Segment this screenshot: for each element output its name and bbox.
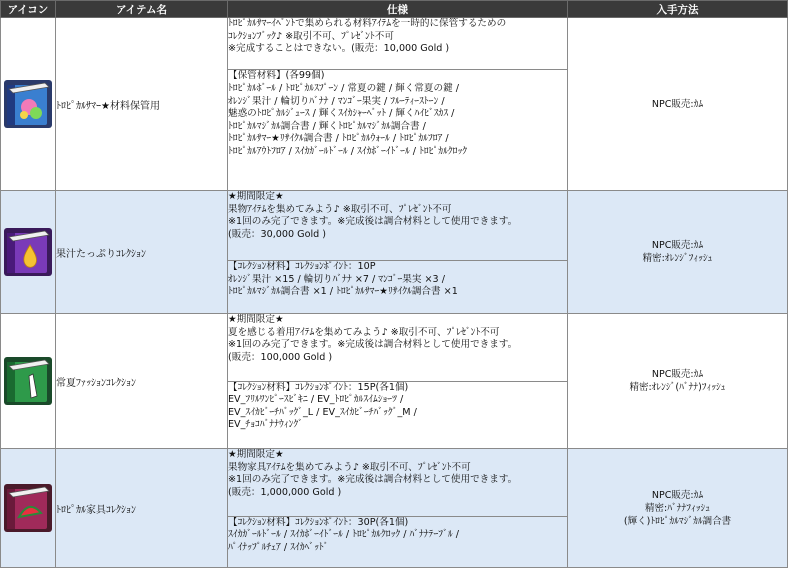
acquisition-cell bbox=[568, 18, 788, 191]
item-name: 常夏ﾌｧｯｼｮﾝｺﾚｸｼｮﾝ bbox=[56, 314, 228, 449]
acquisition-line: NPC販売:ｶﾑ bbox=[651, 240, 704, 251]
header-icon: アイコン bbox=[1, 1, 56, 18]
spec-line: 【ｺﾚｸｼｮﾝ材料】ｺﾚｸｼｮﾝﾎﾟｲﾝﾄ：10P bbox=[228, 261, 376, 273]
spec-materials bbox=[228, 516, 568, 567]
spec-line: ﾄﾛﾋﾟｶﾙﾏｼﾞｶﾙ調合書 / 輝くﾄﾛﾋﾟｶﾙﾏｼﾞｶﾙ調合書 / bbox=[228, 120, 426, 132]
book-juice-icon bbox=[3, 227, 53, 277]
spec-line: ﾊﾟｲﾅｯﾌﾟﾙﾁｪｱ / ｽｲｶﾍﾞｯﾄﾞ bbox=[228, 541, 329, 553]
spec-line: 果物ｱｲﾃﾑを集めてみよう♪ ※取引不可、ﾌﾟﾚｾﾞﾝﾄ不可 bbox=[228, 203, 452, 215]
acquisition-line: (輝く)ﾄﾛﾋﾟｶﾙﾏｼﾞｶﾙ調合書 bbox=[623, 515, 732, 527]
spec-line: 夏を感じる着用ｱｲﾃﾑを集めてみよう♪ ※取引不可、ﾌﾟﾚｾﾞﾝﾄ不可 bbox=[228, 326, 500, 338]
icon-cell bbox=[1, 449, 56, 568]
icon-cell bbox=[1, 314, 56, 449]
icon-cell bbox=[1, 191, 56, 314]
table-row bbox=[1, 314, 788, 382]
acquisition-cell bbox=[568, 191, 788, 314]
spec-line: 果物家具ｱｲﾃﾑを集めてみよう♪ ※取引不可、ﾌﾟﾚｾﾞﾝﾄ不可 bbox=[228, 461, 471, 473]
spec-line: ※1回のみ完了できます。※完成後は調合材料として使用できます。 bbox=[228, 216, 518, 228]
spec-line: EV_ｽｲｶﾋﾞｰﾁﾊﾞｯｸﾞ_L / EV_ｽｲｶﾋﾞｰﾁﾊﾞｯｸﾞ_M / bbox=[228, 406, 417, 418]
spec-line: EV_ﾁｮｺﾊﾞﾅﾅｳｨﾝｸﾞ bbox=[228, 419, 303, 431]
item-name: ﾄﾛﾋﾟｶﾙ家具ｺﾚｸｼｮﾝ bbox=[56, 449, 228, 568]
icon-cell bbox=[1, 18, 56, 191]
spec-line: ｽｲｶｶﾞｰﾙﾄﾞｰﾙ / ｽｲｶﾎﾞｰｲﾄﾞｰﾙ / ﾄﾛﾋﾟｶﾙｸﾛｯｸ / ﾊﾞﾅﾅﾃｰﾌﾞﾙ / bbox=[228, 529, 459, 541]
spec-materials bbox=[228, 70, 568, 191]
acquisition-cell bbox=[568, 314, 788, 449]
acquisition-line: NPC販売:ｶﾑ bbox=[651, 369, 704, 380]
spec-line: ★期間限定★ bbox=[228, 191, 284, 202]
item-name: 果汁たっぷりｺﾚｸｼｮﾝ bbox=[56, 191, 228, 314]
item-name: ﾄﾛﾋﾟｶﾙｻﾏｰ★材料保管用 bbox=[56, 18, 228, 191]
acquisition-line: NPC販売:ｶﾑ bbox=[651, 98, 704, 110]
acquisition-line: 精密:ﾊﾞﾅﾅﾌｨｯｼｭ bbox=[645, 502, 710, 514]
spec-description bbox=[228, 18, 568, 70]
spec-line: ﾄﾛﾋﾟｶﾙｻﾏｰ★ﾘｻｲｸﾙ調合書 / ﾄﾛﾋﾟｶﾙｳｫｰﾙ / ﾄﾛﾋﾟｶﾙﾌﾛｱ / bbox=[228, 133, 449, 145]
book-furniture-icon bbox=[3, 483, 53, 533]
spec-description bbox=[228, 314, 568, 382]
spec-line: (販売：30,000 Gold ) bbox=[228, 228, 326, 240]
spec-line: ★期間限定★ bbox=[228, 314, 284, 325]
spec-line: (販売：100,000 Gold ) bbox=[228, 351, 333, 363]
spec-line: 【保管材料】(各99個) bbox=[228, 70, 325, 82]
spec-line: 魅惑のﾄﾛﾋﾟｶﾙｼﾞｭｰｽ / 輝くｽｲｶｼｬｰﾍﾞｯﾄ / 輝くﾊｲﾋﾞｽｶｽ / bbox=[228, 108, 455, 120]
acquisition-line: NPC販売:ｶﾑ bbox=[651, 489, 704, 501]
spec-line: ｵﾚﾝｼﾞ果汁 / 輪切りﾊﾞﾅﾅ / ﾏﾝｺﾞｰ果実 / ﾌﾙｰﾃｨｰｽﾄｰﾝ / bbox=[228, 95, 445, 107]
spec-materials bbox=[228, 261, 568, 314]
acquisition-line: 精密:ｵﾚﾝｼﾞ(ﾊﾞﾅﾅ)ﾌｨｯｼｭ bbox=[629, 382, 726, 393]
spec-line: ｵﾚﾝｼﾞ果汁 ×15 / 輪切りﾊﾞﾅﾅ ×7 / ﾏﾝｺﾞｰ果実 ×3 / bbox=[228, 273, 445, 285]
spec-line: ※1回のみ完了できます。※完成後は調合材料として使用できます。 bbox=[228, 474, 518, 486]
spec-line: ※1回のみ完了できます。※完成後は調合材料として使用できます。 bbox=[228, 339, 518, 351]
header-spec: 仕様 bbox=[228, 1, 568, 18]
spec-line: ﾄﾛﾋﾟｶﾙｱｳﾄﾌﾛｱ / ｽｲｶｶﾞｰﾙﾄﾞｰﾙ / ｽｲｶﾎﾞｰｲﾄﾞｰﾙ / ﾄﾛﾋﾟｶﾙｸﾛｯｸ bbox=[228, 146, 468, 157]
header-name: アイテム名 bbox=[56, 1, 228, 18]
acquisition-cell bbox=[568, 449, 788, 568]
header-get: 入手方法 bbox=[568, 1, 788, 18]
book-tropical-icon bbox=[3, 79, 53, 129]
spec-description bbox=[228, 191, 568, 261]
table-row bbox=[1, 18, 788, 70]
spec-line: ﾄﾛﾋﾟｶﾙﾏｼﾞｶﾙ調合書 ×1 / ﾄﾛﾋﾟｶﾙｻﾏｰ★ﾘｻｲｸﾙ調合書 ×1 bbox=[228, 286, 458, 298]
acquisition-line: 精密:ｵﾚﾝｼﾞﾌｨｯｼｭ bbox=[642, 253, 713, 264]
table-row bbox=[1, 191, 788, 261]
spec-materials bbox=[228, 381, 568, 449]
spec-line: (販売：1,000,000 Gold ) bbox=[228, 486, 342, 498]
spec-line: 【ｺﾚｸｼｮﾝ材料】ｺﾚｸｼｮﾝﾎﾟｲﾝﾄ：30P(各1個) bbox=[228, 516, 409, 528]
spec-description bbox=[228, 449, 568, 517]
header-row bbox=[1, 1, 788, 18]
spec-line: ※完成することはできない。(販売：10,000 Gold ) bbox=[228, 43, 450, 55]
spec-line: 【ｺﾚｸｼｮﾝ材料】ｺﾚｸｼｮﾝﾎﾟｲﾝﾄ：15P(各1個) bbox=[228, 381, 409, 393]
book-fashion-icon bbox=[3, 356, 53, 406]
spec-line: ｺﾚｸｼｮﾝﾌﾞｯｸ♪ ※取引不可、ﾌﾟﾚｾﾞﾝﾄ不可 bbox=[228, 30, 394, 42]
table-row bbox=[1, 449, 788, 517]
spec-line: EV_ﾌﾘﾙﾜﾝﾋﾟｰｽﾋﾞｷﾆ / EV_ﾄﾛﾋﾟｶﾙｽｲﾑｼｮｰﾂ / bbox=[228, 394, 404, 406]
spec-line: ﾄﾛﾋﾟｶﾙﾎﾞｰﾙ / ﾄﾛﾋﾟｶﾙｽﾌﾟｰﾝ / 常夏の鍵 / 輝く常夏の鍵 / bbox=[228, 83, 459, 95]
spec-line: ★期間限定★ bbox=[228, 449, 284, 460]
spec-line: ﾄﾛﾋﾟｶﾙｻﾏｰｲﾍﾞﾝﾄで集められる材料ｱｲﾃﾑを一時的に保管するための bbox=[228, 18, 507, 29]
